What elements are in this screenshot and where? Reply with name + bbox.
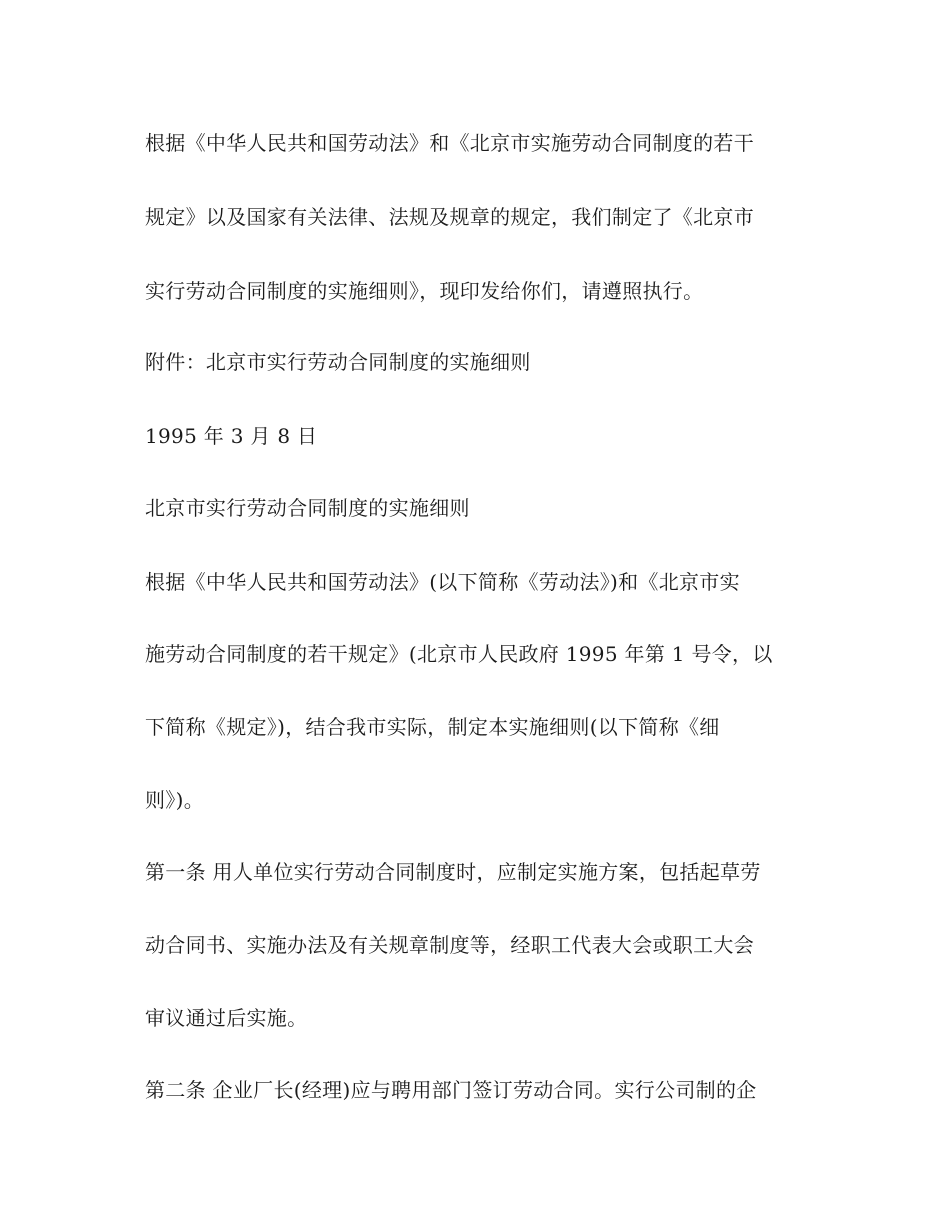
date-line: 1995 年 3 月 8 日 <box>145 424 318 448</box>
text-line-7: 根据《中华人民共和国劳动法》(以下简称《劳动法》)和《北京市实 <box>145 570 740 594</box>
article-1-line-1: 第一条 用人单位实行劳动合同制度时，应制定实施方案，包括起草劳 <box>145 860 761 884</box>
text-line-2: 规定》以及国家有关法律、法规及规章的规定，我们制定了《北京市 <box>145 205 754 229</box>
text-line-3: 实行劳动合同制度的实施细则》，现印发给你们，请遵照执行。 <box>145 279 704 303</box>
attachment-line: 附件：北京市实行劳动合同制度的实施细则 <box>145 350 531 374</box>
text-line-8: 施劳动合同制度的若干规定》(北京市人民政府 1995 年第 1 号令，以 <box>145 642 773 666</box>
document-heading: 北京市实行劳动合同制度的实施细则 <box>145 496 470 520</box>
text-line-9: 下简称《规定》)，结合我市实际，制定本实施细则(以下简称《细 <box>145 715 720 739</box>
article-1-line-2: 动合同书、实施办法及有关规章制度等，经职工代表大会或职工大会 <box>145 933 754 957</box>
article-1-line-3: 审议通过后实施。 <box>145 1006 308 1030</box>
article-2-line-1: 第二条 企业厂长(经理)应与聘用部门签订劳动合同。实行公司制的企 <box>145 1078 757 1102</box>
text-line-10: 则》)。 <box>145 788 205 812</box>
text-line-1: 根据《中华人民共和国劳动法》和《北京市实施劳动合同制度的若干 <box>145 131 754 155</box>
